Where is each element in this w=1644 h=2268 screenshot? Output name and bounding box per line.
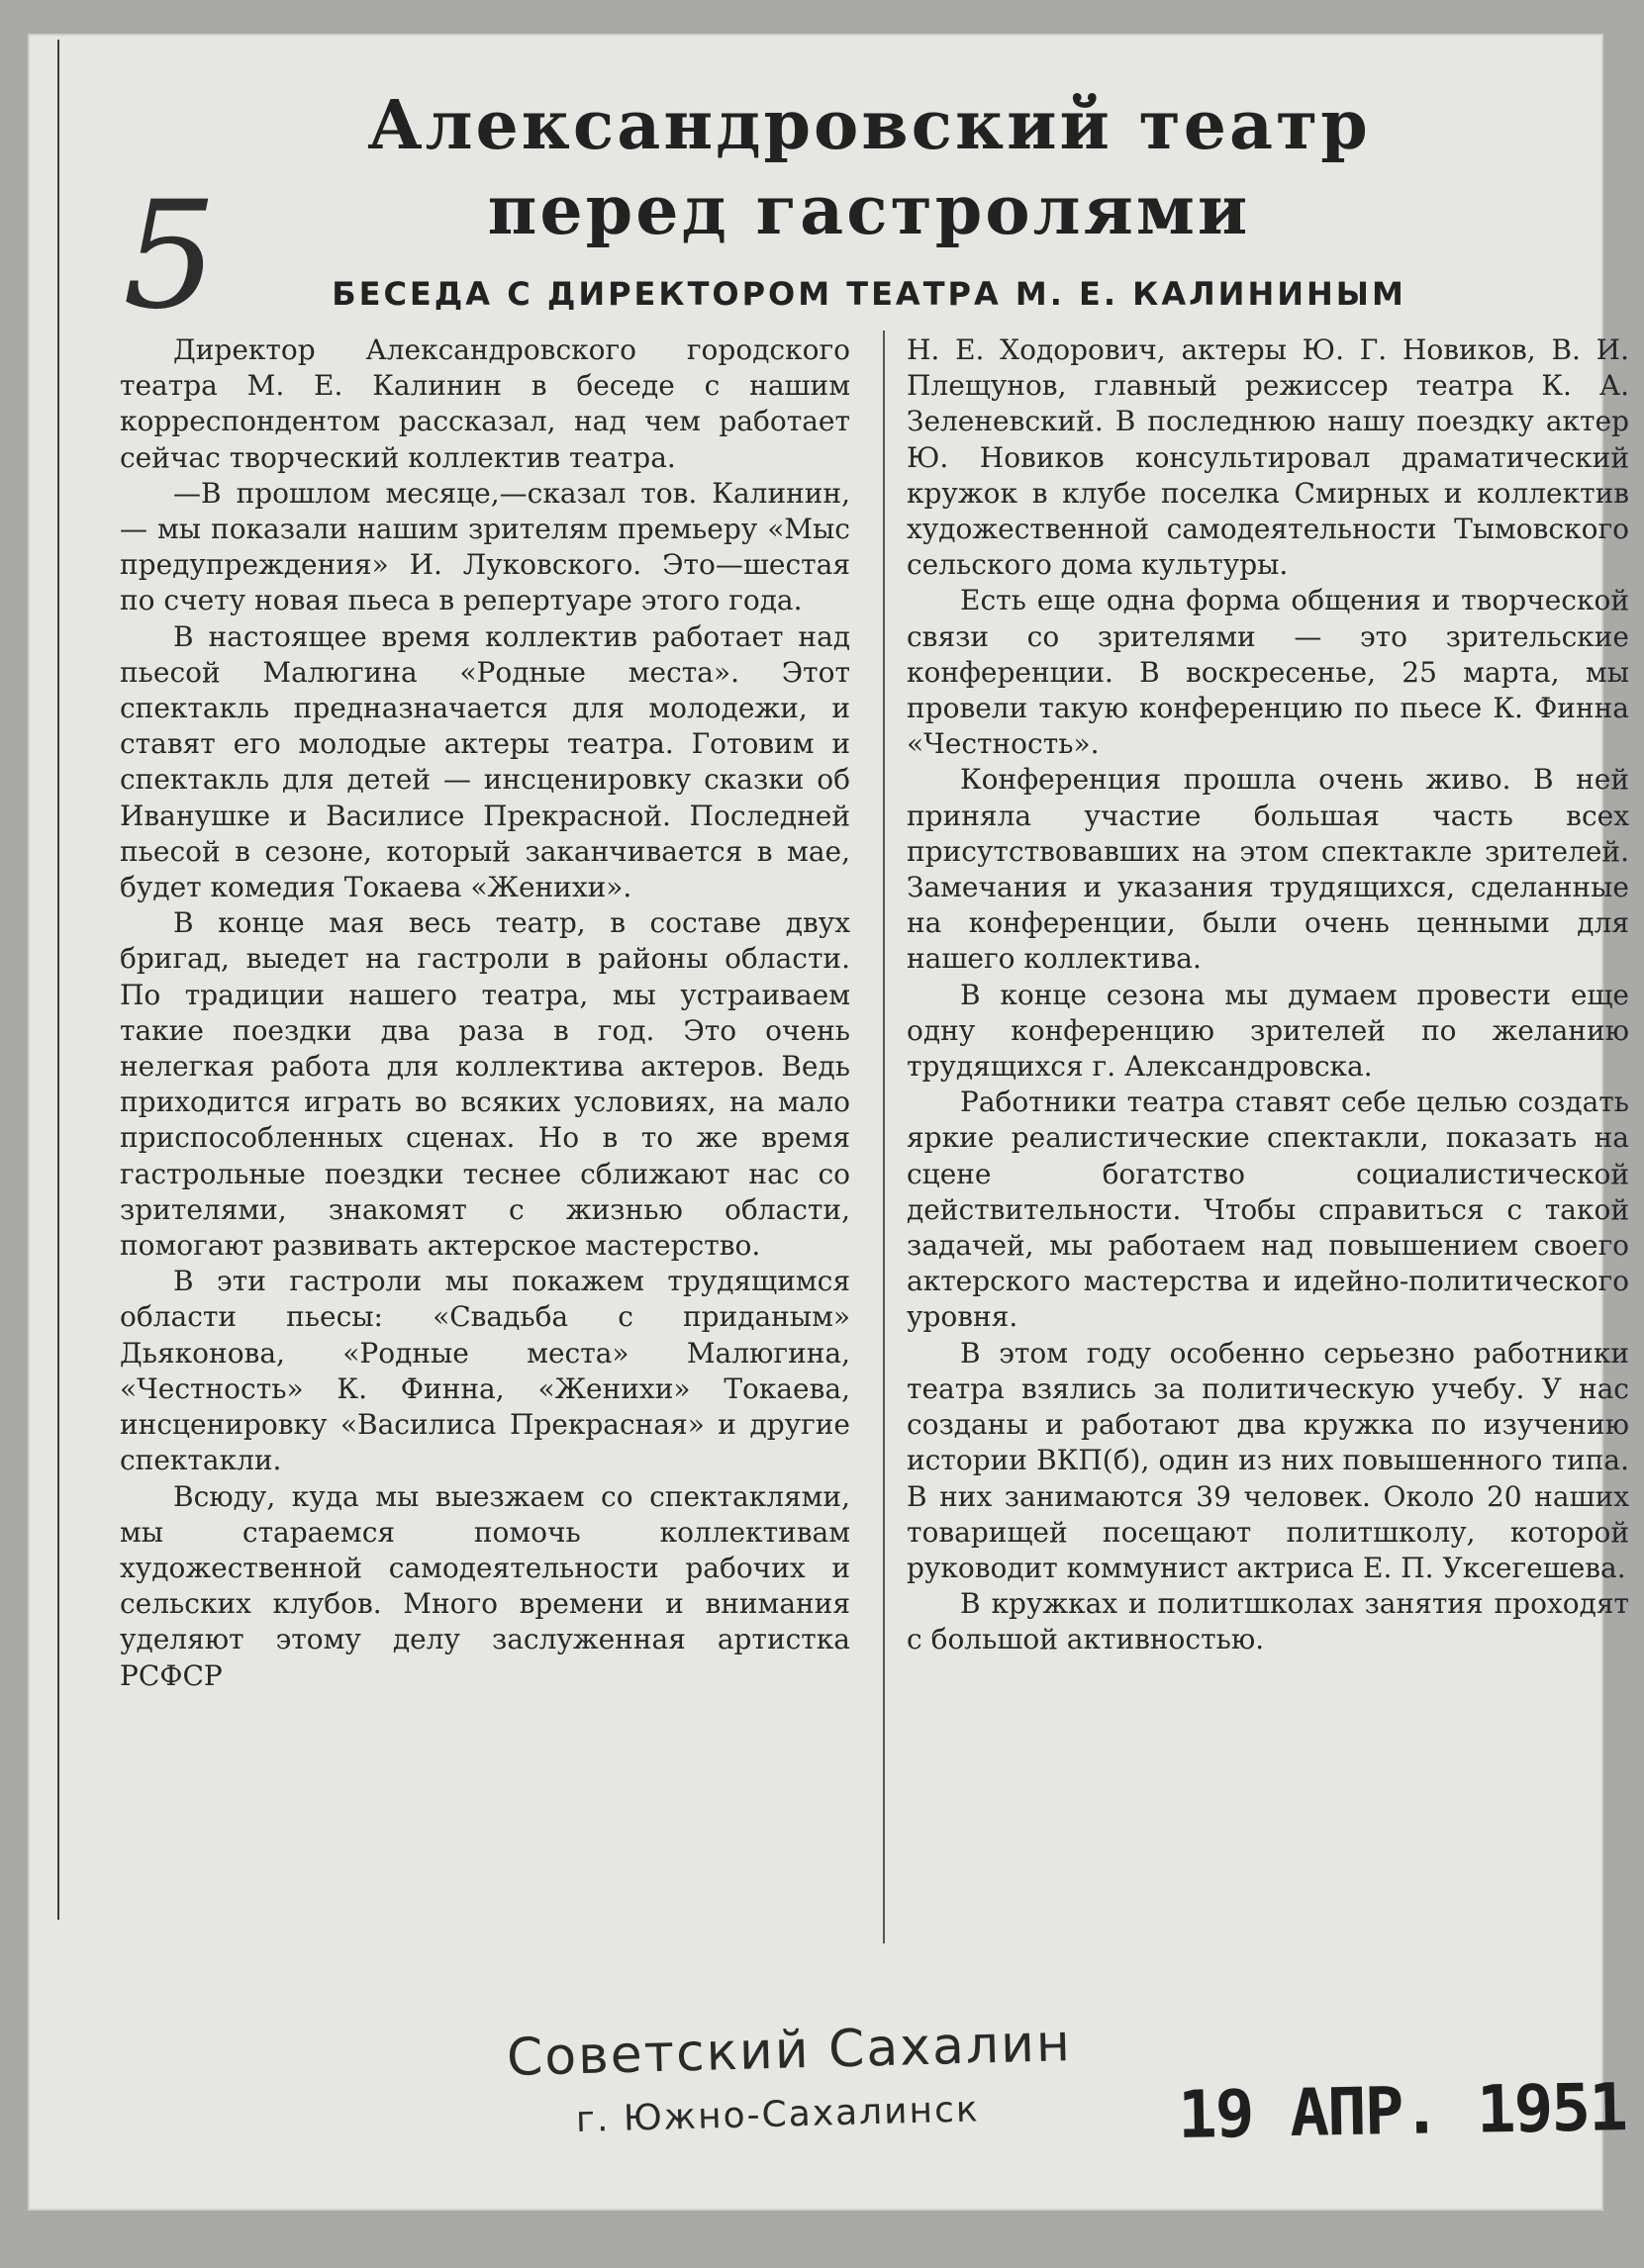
paragraph: В конце сезона мы думаем провести еще одну конференцию зрителей по желанию трудящихся г. Александровска.	[907, 978, 1629, 1084]
paragraph: Работники театра ставят себе целью создать яркие реалистические спектакли, показать на сцене богатство социалистической действительности. Чтобы справиться с такой задачей, мы работаем над повышением своего актерского мастерства и идейно-политического уровня.	[907, 1086, 1629, 1334]
handwritten-mark: 5	[123, 170, 218, 342]
paragraph: В эти гастроли мы покажем трудящимся области пьесы: «Свадьба с приданым» Дьяконова, «Родные места» Малюгина, «Честность» К. Финна, «Женихи» Токаева, инсценировку «Василиса Прекрасная» и другие спектакли.	[120, 1265, 850, 1477]
paragraph: В этом году особенно серьезно работники театра взялись за политическую учебу. У нас созданы и работают два кружка по изучению истории ВКП(б), один из них повышенного типа. В них занимаются 39 человек. Около 20 наших товарищей посещают политшколу, которой руководит коммунист актриса Е. П. Уксегешева.	[907, 1336, 1629, 1584]
date-stamp: 19 АПР. 1951	[1177, 2069, 1627, 2153]
newspaper-city: г. Южно-Сахалинск	[575, 2089, 981, 2140]
paragraph: Конференция прошла очень живо. В ней приняла участие большая часть всех присутствовавших на этом спектакле зрителей. Замечания и указания трудящихся, сделанные на конференции, были очень ценными для нашего коллектива.	[907, 763, 1629, 976]
paragraph: В настоящее время коллектив работает над пьесой Малюгина «Родные места». Этот спектакль предназначается для молодежи, и ставят его молодые актеры театра. Готовим и спектакль для детей — инсценировку сказки об Иванушке и Василисе Прекрасной. Последней пьесой в сезоне, который заканчивается в мае, будет комедия Токаева «Женихи».	[120, 619, 850, 904]
right-column	[907, 332, 1629, 1658]
paragraph: Всюду, куда мы выезжаем со спектаклями, мы стараемся помочь коллективам художественной самодеятельности рабочих и сельских клубов. Много времени и внимания уделяют этому делу заслуженная артистка РСФСР	[120, 1479, 850, 1692]
paragraph: —В прошлом месяце,—сказал тов. Калинин, — мы показали нашим зрителям премьеру «Мыс предупреждения» И. Луковского. Это—шестая по счету новая пьеса в репертуаре этого года.	[120, 476, 850, 617]
headline-line-1: Александровский театр	[367, 86, 1371, 165]
paragraph: Есть еще одна форма общения и творческой связи со зрителями — это зрительские конференции. В воскресенье, 25 марта, мы провели такую конференцию по пьесе К. Финна «Честность».	[907, 584, 1629, 761]
newspaper-name: Советский Сахалин	[506, 2014, 1073, 2088]
paragraph: В кружках и политшколах занятия проходят с большой активностью.	[907, 1587, 1629, 1656]
column-divider	[883, 331, 885, 1943]
clipping-edge	[57, 40, 59, 1920]
paragraph: В конце мая весь театр, в составе двух бригад, выедет на гастроли в районы области. По традиции нашего театра, мы устраиваем такие поездки два раза в год. Это очень нелегкая работа для коллектива актеров. Ведь приходится играть во всяких условиях, на мало приспособленных сценах. Но в то же время гастрольные поездки теснее сближают нас со зрителями, знакомят с жизнью области, помогают развивать актерское мастерство.	[120, 906, 850, 1263]
article-headline	[295, 83, 1443, 253]
newspaper-masthead-stamp	[506, 2014, 1101, 2140]
article-subheadline: БЕСЕДА С ДИРЕКТОРОМ ТЕАТРА М. Е. КАЛИНИНЫМ	[332, 275, 1406, 313]
left-column	[120, 332, 850, 1694]
paragraph: Н. Е. Ходорович, актеры Ю. Г. Новиков, В. И. Плещунов, главный режиссер театра К. А. Зеленевский. В последнюю нашу поездку актер Ю. Новиков консультировал драматический кружок в клубе поселка Смирных и коллектив художественной самодеятельности Тымовского сельского дома культуры.	[907, 333, 1629, 582]
headline-line-2: перед гастролями	[487, 171, 1251, 250]
newspaper-clipping	[57, 34, 1629, 1934]
paragraph: Директор Александровского городского театра М. Е. Калинин в беседе с нашим корреспондентом рассказал, над чем работает сейчас творческий коллектив театра.	[120, 333, 850, 474]
